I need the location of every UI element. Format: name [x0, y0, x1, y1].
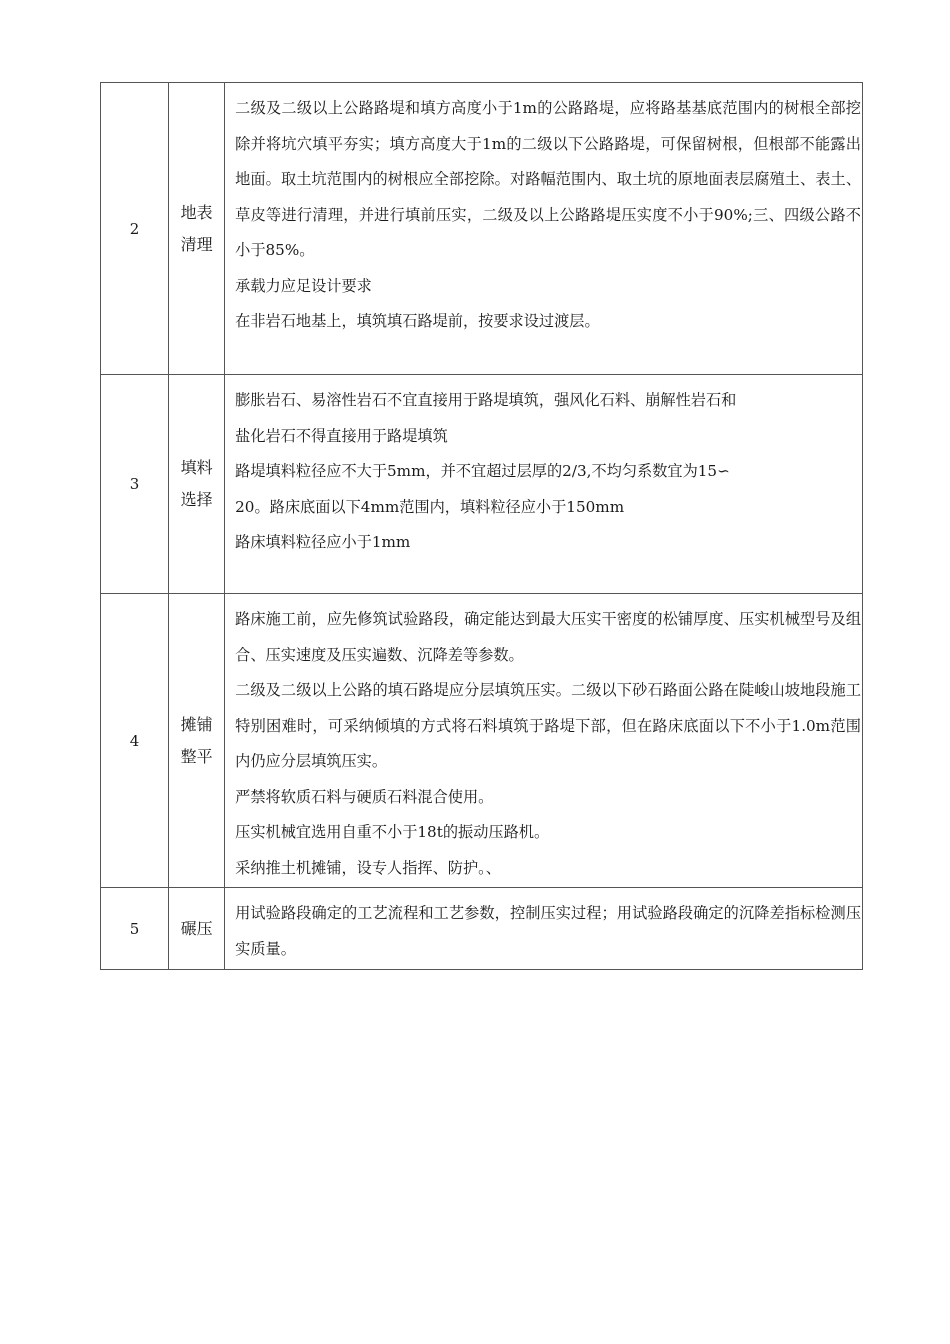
step-name-line: 填料 [180, 458, 213, 477]
step-name [169, 375, 225, 594]
step-description [225, 375, 863, 594]
description-paragraph: 20。路床底面以下4mm范围内，填料粒径应小于150mm [235, 497, 625, 516]
step-number: 3 [101, 375, 169, 594]
step-name-line: 整平 [180, 746, 213, 766]
construction-steps-table [100, 82, 863, 970]
description-paragraph: 膨胀岩石、易溶性岩石不宜直接用于路堤填筑，强风化石料、崩解性岩石和 [235, 391, 737, 409]
description-paragraph: 路床填料粒径应小于1mm [235, 533, 411, 551]
description-paragraph: 采纳推土机摊铺，设专人指挥、防护。、 [235, 858, 501, 877]
step-name [169, 888, 225, 970]
step-name-line: 清理 [180, 234, 213, 254]
description-paragraph: 盐化岩石不得直接用于路堤填筑 [235, 426, 448, 445]
description-paragraph: 路堤填料粒径应不大于5mm，并不宜超过层厚的2/3,不均匀系数宜为15∽ [235, 462, 730, 480]
description-paragraph: 在非岩石地基上，填筑填石路堤前，按要求设过渡层。 [235, 312, 600, 330]
description-paragraph: 二级及二级以上公路路堤和填方高度小于1m的公路路堤，应将路基基底范围内的树根全部挖除并将坑穴填平夯实；填方高度大于1m的二级以下公路路堤，可保留树根，但根部不能露出地面。取土坑范围内的树根应全部挖除。对路幅范围内、取土坑的原地面表层腐殖土、表土、草皮等进行清理，并进行填前压实，二级及以上公路路堤压实度不小于90%;三、四级公路不小于85%。 [235, 99, 861, 259]
step-description [225, 594, 863, 888]
table-row [101, 375, 863, 594]
description-paragraph: 压实机械宜选用自重不小于18t的振动压路机。 [235, 823, 550, 841]
description-paragraph: 用试验路段确定的工艺流程和工艺参数，控制压实过程；用试验路段确定的沉降差指标检测压实质量。 [235, 904, 861, 958]
step-name [169, 83, 225, 375]
step-name-line: 摊铺 [180, 714, 213, 734]
table-row [101, 594, 863, 888]
description-paragraph: 路床施工前，应先修筑试验路段，确定能达到最大压实干密度的松铺厚度、压实机械型号及组合、压实速度及压实遍数、沉降差等参数。 [235, 610, 861, 664]
step-number: 4 [101, 594, 169, 888]
description-paragraph: 二级及二级以上公路的填石路堤应分层填筑压实。二级以下砂石路面公路在陡峻山坡地段施工特别困难时，可采纳倾填的方式将石料填筑于路堤下部，但在路床底面以下不小于1.0m范围内仍应分层填筑压实。 [235, 681, 861, 770]
step-description [225, 888, 863, 970]
step-name-line: 选择 [180, 490, 213, 509]
step-number: 5 [101, 888, 169, 970]
table-row [101, 83, 863, 375]
description-paragraph: 承载力应足设计要求 [235, 276, 372, 295]
table-row [101, 888, 863, 970]
step-description [225, 83, 863, 375]
step-name-line: 碾压 [180, 918, 213, 938]
description-paragraph: 严禁将软质石料与硬质石料混合使用。 [235, 787, 494, 806]
step-number: 2 [101, 83, 169, 375]
step-name [169, 594, 225, 888]
step-name-line: 地表 [180, 202, 213, 222]
